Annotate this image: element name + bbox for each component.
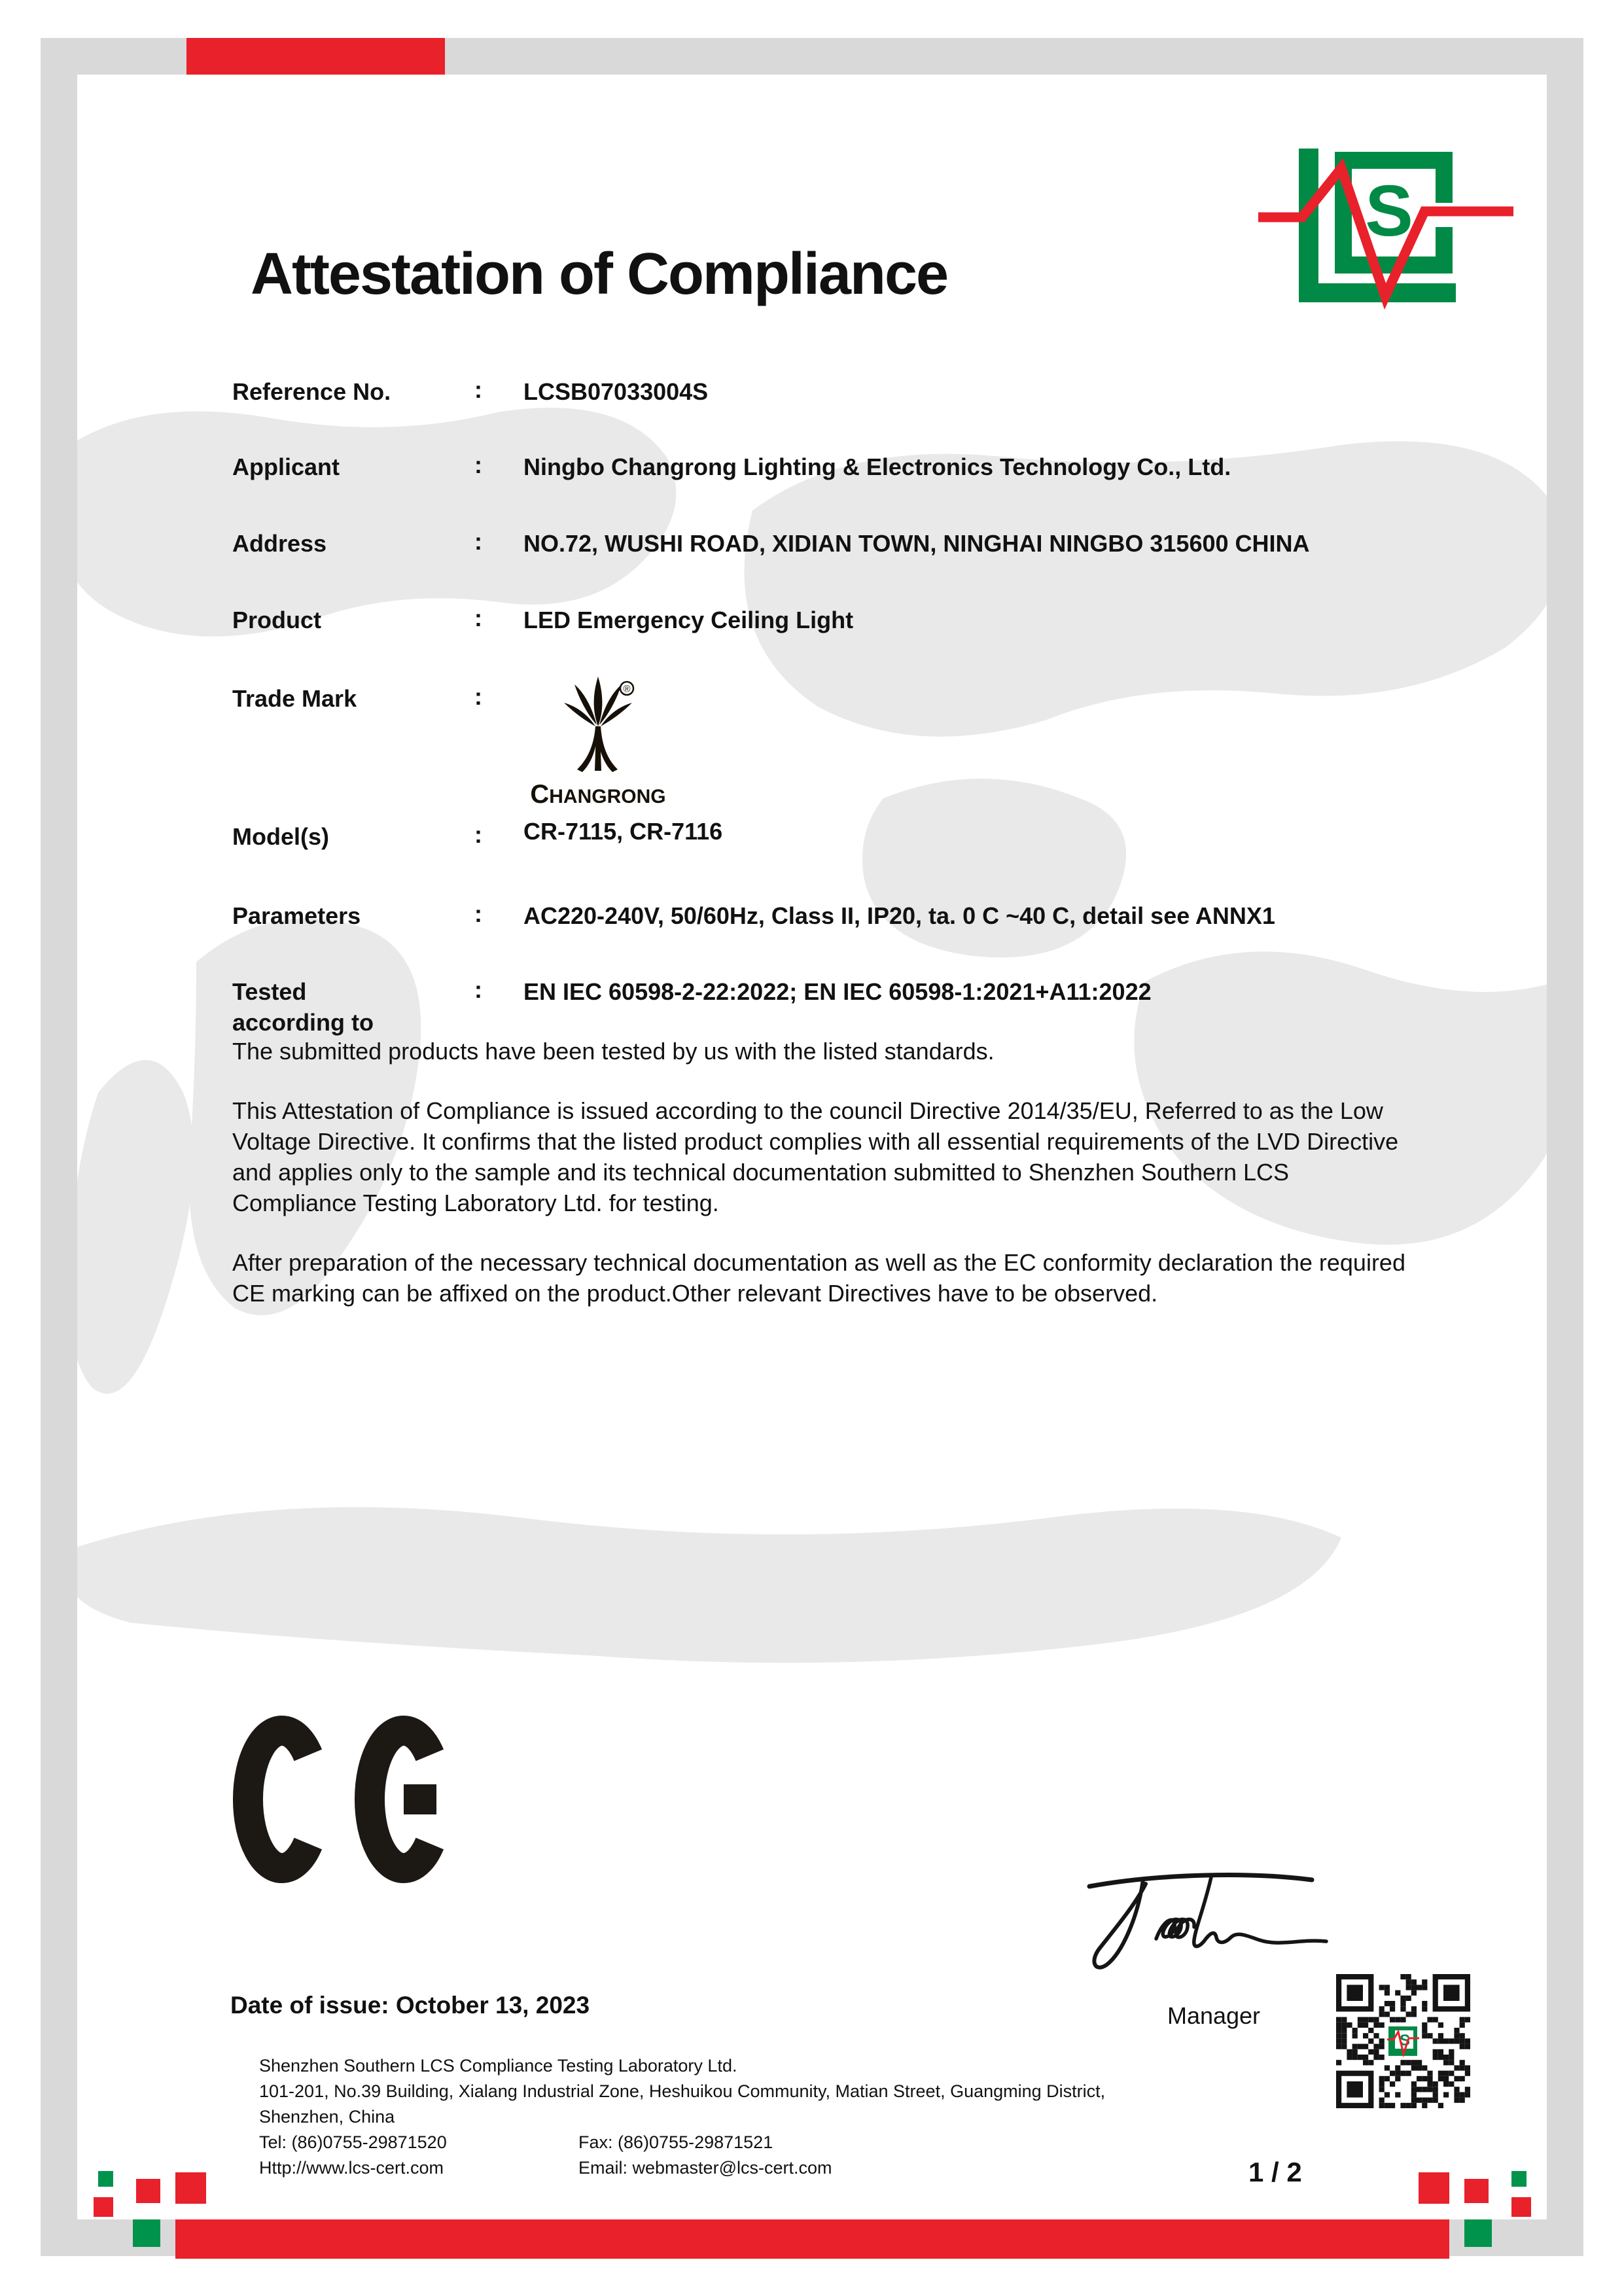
decor-square-red-large-right [1419, 2172, 1449, 2204]
field-label: Tested according to [232, 978, 374, 1036]
qr-center-lcs-icon [1386, 2024, 1421, 2058]
decor-square-red-small-left [94, 2197, 113, 2217]
field-colon: : [474, 451, 482, 478]
footer-block [259, 2053, 1241, 2181]
paragraph-standards: The submitted products have been tested by us with the listed standards. [232, 1038, 995, 1065]
trademark-registered-mark: ® [623, 683, 631, 695]
field-colon: : [474, 605, 482, 631]
field-label: Trade Mark [232, 685, 357, 712]
field-value: NO.72, WUSHI ROAD, XIDIAN TOWN, NINGHAI NINGBO 315600 CHINA [523, 530, 1310, 557]
footer-fax: Fax: (86)0755-29871521 [578, 2132, 773, 2152]
trademark-name [520, 780, 676, 809]
footer-address-line1: 101-201, No.39 Building, Xialang Industrial Zone, Heshuikou Community, Matian Street, Guangming District, [259, 2081, 1106, 2101]
bottom-red-bar [175, 2219, 1449, 2259]
frame-left [41, 38, 77, 2256]
paragraph-directive: This Attestation of Compliance is issued according to the council Directive 2014/35/EU, Referred to as the Low Voltage Directive. It confirms that the listed product complies with all essential requirements of the LVD Directive and applies only to the sample and its technical documentation submitted to Shenzhen Southern LCS Compliance Testing Laboratory Ltd. for testing. [232, 1097, 1399, 1216]
body-text [232, 1036, 1420, 1337]
trademark-logo-box [520, 669, 676, 815]
trademark-rest: HANGRONG [549, 786, 666, 807]
field-colon: : [474, 528, 482, 555]
decor-square-green-band-left [133, 2219, 160, 2247]
top-red-bar [186, 38, 445, 75]
field-value: EN IEC 60598-2-22:2022; EN IEC 60598-1:2021+A11:2022 [523, 978, 1152, 1005]
field-label: Address [232, 530, 327, 557]
decor-square-red-medium-left [136, 2179, 160, 2203]
decor-square-red-medium-right [1464, 2179, 1489, 2203]
qr-logo-s: S [1399, 2032, 1411, 2049]
decor-square-green-band-right [1464, 2219, 1492, 2247]
lcs-logo [1246, 141, 1521, 327]
frame-right [1547, 38, 1583, 2256]
footer-tel: Tel: (86)0755-29871520 [259, 2132, 447, 2152]
field-colon: : [474, 976, 482, 1003]
trademark-initial: C [530, 780, 550, 809]
footer-website: Http://www.lcs-cert.com [259, 2158, 444, 2178]
field-colon: : [474, 900, 482, 927]
changrong-tree-icon [549, 674, 647, 779]
field-value: Ningbo Changrong Lighting & Electronics Technology Co., Ltd. [523, 453, 1231, 480]
field-value: LCSB07033004S [523, 378, 709, 405]
lcs-logo-s: S [1365, 171, 1413, 251]
field-value: AC220-240V, 50/60Hz, Class II, IP20, ta. 0 C ~40 C, detail see ANNX1 [523, 902, 1275, 929]
field-label: Reference No. [232, 378, 391, 405]
field-label: Product [232, 607, 322, 633]
ce-mark [232, 1713, 455, 1887]
field-label: Model(s) [232, 823, 329, 850]
manager-signature [1083, 1855, 1345, 1983]
footer-email: Email: webmaster@lcs-cert.com [578, 2158, 832, 2178]
footer-company: Shenzhen Southern LCS Compliance Testing Laboratory Ltd. [259, 2056, 737, 2075]
page-title: Attestation of Compliance [251, 241, 948, 307]
field-value: LED Emergency Ceiling Light [523, 607, 854, 633]
field-colon: : [474, 683, 482, 710]
decor-square-red-large-left [175, 2172, 206, 2204]
field-label: Parameters [232, 902, 361, 929]
field-colon: : [474, 821, 482, 848]
decor-square-green-small-left [98, 2171, 113, 2187]
paragraph-ce-marking: After preparation of the necessary technical documentation as well as the EC conformity declaration the required CE marking can be affixed on the product.Other relevant Directives have to be observed. [232, 1249, 1405, 1307]
date-of-issue: Date of issue: October 13, 2023 [230, 1992, 590, 2019]
footer-address-line2: Shenzhen, China [259, 2107, 395, 2127]
field-colon: : [474, 376, 482, 403]
field-label: Applicant [232, 453, 340, 480]
field-value: CR-7115, CR-7116 [523, 818, 723, 845]
signatory-role: Manager [1167, 2002, 1261, 2029]
page-number: 1 / 2 [1248, 2157, 1302, 2187]
decor-square-red-small-right [1511, 2197, 1531, 2217]
decor-square-green-small-right [1511, 2171, 1527, 2187]
